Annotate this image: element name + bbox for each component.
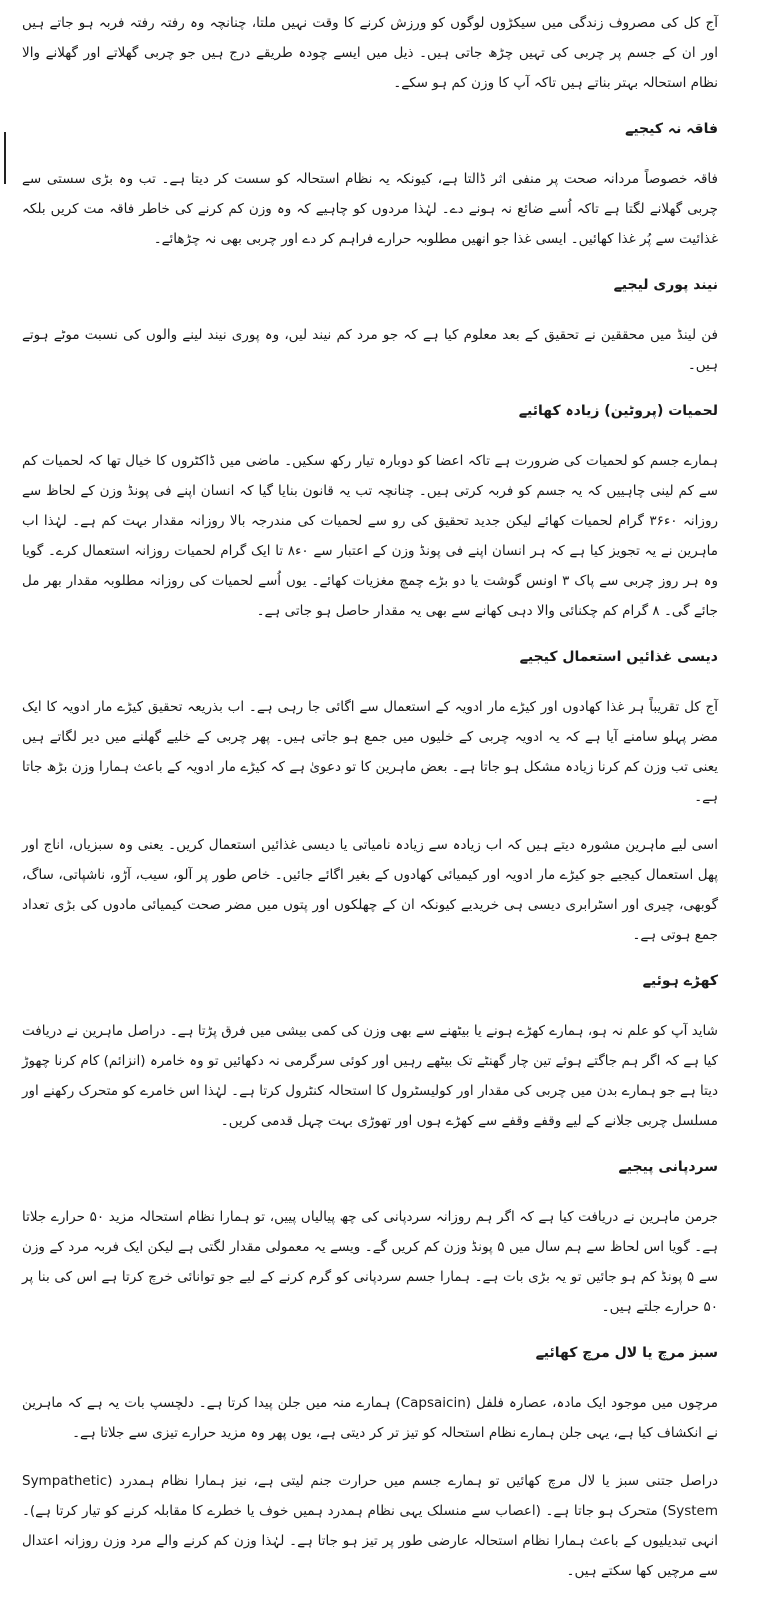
paragraph-organic-food-1: آج کل تقریباً ہر غذا کھادوں اور کیڑے مار ادویہ کے استعمال سے اگائی جا رہی ہے۔ اب بذریعہ تحقیق کیڑے مار ادویہ کا ایک مضر پہلو سامنے آیا ہے کہ یہ ادویہ چربی کے خلیوں میں جمع ہو جاتی ہیں۔ پھر چربی کے خلیے گھلنے میں دیر لگاتے ہیں یعنی تب وزن کم کرنا زیادہ مشکل ہو جاتا ہے۔ بعض ماہرین کا تو دعویٰ ہے کہ کیڑے مار ادویہ کے باعث ہمارا وزن بڑھ جاتا ہے۔ — [22, 699, 718, 805]
heading-full-sleep: نیند پوری لیجیے — [613, 277, 718, 293]
heading-no-fasting: فاقہ نہ کیجیے — [625, 121, 718, 137]
intro-paragraph: آج کل کی مصروف زندگی میں سیکڑوں لوگوں کو ورزش کرنے کا وقت نہیں ملتا، چنانچہ وہ رفتہ رفتہ فربہ ہو جاتے ہیں اور ان کے جسم پر چربی کی تہیں چڑھ جاتی ہیں۔ ذیل میں ایسے چودہ طریقے درج ہیں جو چربی گھلاتے اور گھلانے والا نظام استحالہ بہتر بناتے ہیں تاکہ آپ کا وزن کم ہو سکے۔ — [22, 15, 718, 91]
paragraph-cold-water: جرمن ماہرین نے دریافت کیا ہے کہ اگر ہم روزانہ سردپانی کی چھ پیالیاں پییں، تو ہمارا نظام استحالہ مزید ۵۰ حرارے جلاتا ہے۔ گویا اس لحاظ سے ہم سال میں ۵ پونڈ وزن کم کریں گے۔ ویسے یہ معمولی مقدار لگتی ہے لیکن ایک فربہ مرد کے وزن سے ۵ پونڈ کم ہو جائیں تو یہ بڑی بات ہے۔ ہمارا جسم سردپانی کو گرم کرنے کے لیے جو توانائی خرچ کرتا ہے اس کی بنا پر ۵۰ حرارے جلتے ہیں۔ — [22, 1209, 719, 1315]
paragraph-protein: ہمارے جسم کو لحمیات کی ضرورت ہے تاکہ اعضا کو دوبارہ تیار رکھ سکیں۔ ماضی میں ڈاکٹروں کا خیال تھا کہ لحمیات کم سے کم لینی چاہییں کہ یہ جسم کو فربہ کرتی ہیں۔ چنانچہ تب یہ قانون بنایا گیا کہ انسان اپنے فی پونڈ وزن کے لحاظ سے روزانہ ۰ء۳۶ گرام لحمیات کھائے لیکن جدید تحقیق کی رو سے لحمیات کی مندرجہ بالا روزانہ مقدار بہت کم ہے۔ لہٰذا اب ماہرین نے یہ تجویز کیا ہے کہ ہر انسان اپنے فی پونڈ وزن کے اعتبار سے ۰ء۸ تا ایک گرام لحمیات روزانہ استعمال کرے۔ گویا وہ ہر روز چربی سے پاک ۳ اونس گوشت یا دو بڑے چمچ مغزیات کھائے۔ یوں اُسے لحمیات کی روزانہ مطلوبہ مقدار بھر مل جائے گی۔ ۸ گرام کم چکنائی والا دہی کھانے سے بھی یہ مقدار حاصل ہو جاتی ہے۔ — [22, 453, 718, 619]
paragraph-chili-1: مرچوں میں موجود ایک مادہ، عصارہ فلفل (Capsaicin) ہمارے منہ میں جلن پیدا کرتا ہے۔ دلچسپ بات یہ ہے کہ ماہرین نے انکشاف کیا ہے، یہی جلن ہمارے نظام استحالہ کو تیز تر کر دیتی ہے، یوں پھر وہ مزید حرارے تیزی سے جلاتا ہے۔ — [22, 1395, 718, 1441]
heading-organic-food: دیسی غذائیں استعمال کیجیے — [519, 649, 718, 665]
paragraph-chili-2: دراصل جتنی سبز یا لال مرچ کھائیں تو ہمارے جسم میں حرارت جنم لیتی ہے، نیز ہمارا نظام ہمدرد (Sympathetic System) متحرک ہو جاتا ہے۔ (اعصاب سے منسلک یہی نظام ہمدرد ہمیں خوف یا خطرے کا مقابلہ کرنے کو تیار کرتا ہے)۔ انہی تبدیلیوں کے باعث ہمارا نظام استحالہ عارضی طور پر تیز ہو جاتا ہے۔ لہٰذا وزن کم کرنے والے مرد وزن روزانہ اعتدال سے مرچیں کھا سکتے ہیں۔ — [22, 1473, 718, 1579]
margin-mark — [4, 132, 6, 184]
paragraph-no-fasting: فاقہ خصوصاً مردانہ صحت پر منفی اثر ڈالتا ہے، کیونکہ یہ نظام استحالہ کو سست کر دیتا ہے۔ تب وہ بڑی سستی سے چربی گھلانے لگتا ہے تاکہ اُسے ضائع نہ ہونے دے۔ لہٰذا مردوں کو چاہیے کہ وہ وزن کم کرنے کی خاطر فاقہ مت کریں بلکہ غذائیت سے پُر غذا کھائیں۔ ایسی غذا جو انھیں مطلوبہ حرارے فراہم کر دے اور چربی بھی نہ چڑھائے۔ — [22, 171, 718, 247]
heading-stand-up: کھڑے ہوئیے — [642, 973, 718, 989]
paragraph-full-sleep: فن لینڈ میں محققین نے تحقیق کے بعد معلوم کیا ہے کہ جو مرد کم نیند لیں، وہ پوری نیند لینے والوں کی نسبت موٹے ہوتے ہیں۔ — [22, 327, 718, 373]
heading-cold-water: سردپانی پیجیے — [618, 1159, 718, 1175]
heading-chili: سبز مرچ یا لال مرچ کھائیے — [535, 1345, 718, 1361]
paragraph-organic-food-2: اسی لیے ماہرین مشورہ دیتے ہیں کہ اب زیادہ سے زیادہ نامیاتی یا دیسی غذائیں استعمال کریں۔ یعنی وہ سبزیاں، اناج اور پھل استعمال کیجیے جو کیڑے مار ادویہ اور کیمیائی کھادوں کے بغیر اگائے جائیں۔ خاص طور پر آلو، سیب، آڑو، ناشپاتی، ساگ، گوبھی، چیری اور اسٹرابری دیسی ہی خریدیے کیونکہ ان کے چھلکوں اور پتوں میں مضر صحت کیمیائی مادوں کی بڑی تعداد جمع ہوتی ہے۔ — [22, 837, 718, 943]
heading-protein: لحمیات (پروٹین) زیادہ کھائیے — [518, 403, 718, 419]
paragraph-stand-up: شاید آپ کو علم نہ ہو، ہمارے کھڑے ہونے یا بیٹھنے سے بھی وزن کی کمی بیشی میں فرق پڑتا ہے۔ دراصل ماہرین نے دریافت کیا ہے کہ اگر ہم جاگتے ہوئے تین چار گھنٹے تک بیٹھے رہیں اور کوئی سرگرمی نہ دکھائیں تو وہ خامرہ (انزائم) کام کرنا چھوڑ دیتا ہے جو ہمارے بدن میں چربی کی مقدار اور کولیسٹرول کا استحالہ کنٹرول کرتا ہے۔ لہٰذا اس خامرے کو متحرک رکھنے اور مسلسل چربی جلانے کے لیے وقفے وقفے سے کھڑے ہوں اور تھوڑی بہت چہل قدمی کریں۔ — [22, 1023, 718, 1129]
